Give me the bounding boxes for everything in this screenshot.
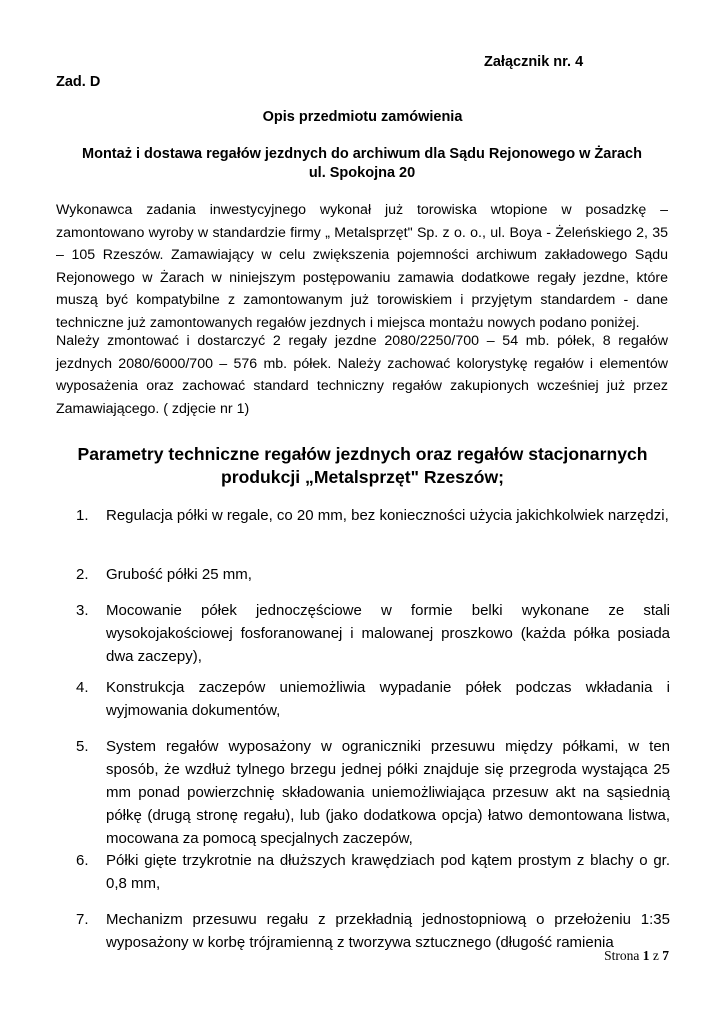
list-item-text: Grubość półki 25 mm, [106, 566, 252, 583]
section-heading [40, 443, 685, 489]
list-item-text: Mocowanie półek jednoczęściowe w formie belki wykonane ze stali wysokojakościowej fosforanowanej i malowanej proszkowo (każda półka posiada dwa zaczepy), [106, 602, 670, 665]
footer-total-pages: 7 [662, 948, 669, 963]
list-item-text: Konstrukcja zaczepów uniemożliwia wypadanie półek podczas wkładania i wyjmowania dokumentów, [106, 679, 670, 719]
document-title [56, 145, 668, 183]
list-item-number: 6. [76, 852, 89, 869]
section-heading-line-2: produkcji „Metalsprzęt" Rzeszów; [220, 467, 505, 487]
footer-page-number: 1 [642, 948, 650, 963]
list-item-number: 4. [76, 679, 89, 696]
subject-heading: Opis przedmiotu zamówienia [262, 109, 463, 125]
title-line-1: Montaż i dostawa regałów jezdnych do archiwum dla Sądu Rejonowego w Żarach [82, 146, 642, 162]
footer-of: z [652, 948, 659, 963]
list-item-number: 7. [76, 911, 89, 928]
list-item-text: Mechanizm przesuwu regału z przekładnią jednostopniową o przełożeniu 1:35 wyposażony w korbę trójramienną z tworzywa sztucznego (długość ramienia [106, 911, 670, 951]
list-item-text: Regulacja półki w regale, co 20 mm, bez konieczności użycia jakichkolwiek narzędzi, [106, 507, 669, 524]
list-item-number: 2. [76, 566, 89, 583]
list-item-number: 5. [76, 738, 89, 755]
title-line-2: ul. Spokojna 20 [308, 165, 416, 181]
section-heading-line-1: Parametry techniczne regałów jezdnych oraz regałów stacjonarnych [77, 444, 648, 464]
footer-label: Strona [604, 948, 640, 963]
page-footer [604, 948, 669, 964]
annex-number: Załącznik nr. 4 [484, 54, 584, 70]
order-paragraph: Należy zmontować i dostarczyć 2 regały jezdne 2080/2250/700 – 54 mb. półek, 8 regałów jezdnych 2080/6000/700 – 576 mb. półek. Należy zachować kolorystykę regałów i elementów wyposażenia oraz zachować standard techniczny regałów zakupionych wcześniej już przez Zamawiającego. ( zdjęcie nr 1) [56, 333, 668, 417]
intro-paragraph: Wykonawca zadania inwestycyjnego wykonał już torowiska wtopione w posadzkę – zamontowano wyroby w standardzie firmy „ Metalsprzęt" Sp. z o. o., ul. Boya - Żeleńskiego 2, 35 – 105 Rzeszów. Zamawiający w celu zwiększenia pojemności archiwum zakładowego Sądu Rejonowego w Żarach w niniejszym postępowaniu zamawia dodatkowe regały jezdne, które muszą być kompatybilne z zamontowanym już torowiskiem i przyjętym standardem - dane techniczne już zamontowanych regałów jezdnych i miejsca montażu nowych podano poniżej. [56, 202, 668, 331]
list-item-number: 1. [76, 507, 89, 524]
list-item-number: 3. [76, 602, 89, 619]
list-item-text: System regałów wyposażony w ograniczniki przesuwu między półkami, w ten sposób, że wzdłuż tylnego brzegu jednej półki znajduje się przegroda wystająca 25 mm ponad powierzchnię składowania uniemożliwiająca przesuw akt na sąsiednią półkę (drugą stronę regału), lub (jako dodatkowa opcja) łatwo demontowana listwa, mocowana za pomocą specjalnych zaczepów, [106, 738, 670, 847]
task-label: Zad. D [56, 74, 101, 90]
list-item-text: Półki gięte trzykrotnie na dłuższych krawędziach pod kątem prostym z blachy o gr. 0,8 mm, [106, 852, 670, 892]
